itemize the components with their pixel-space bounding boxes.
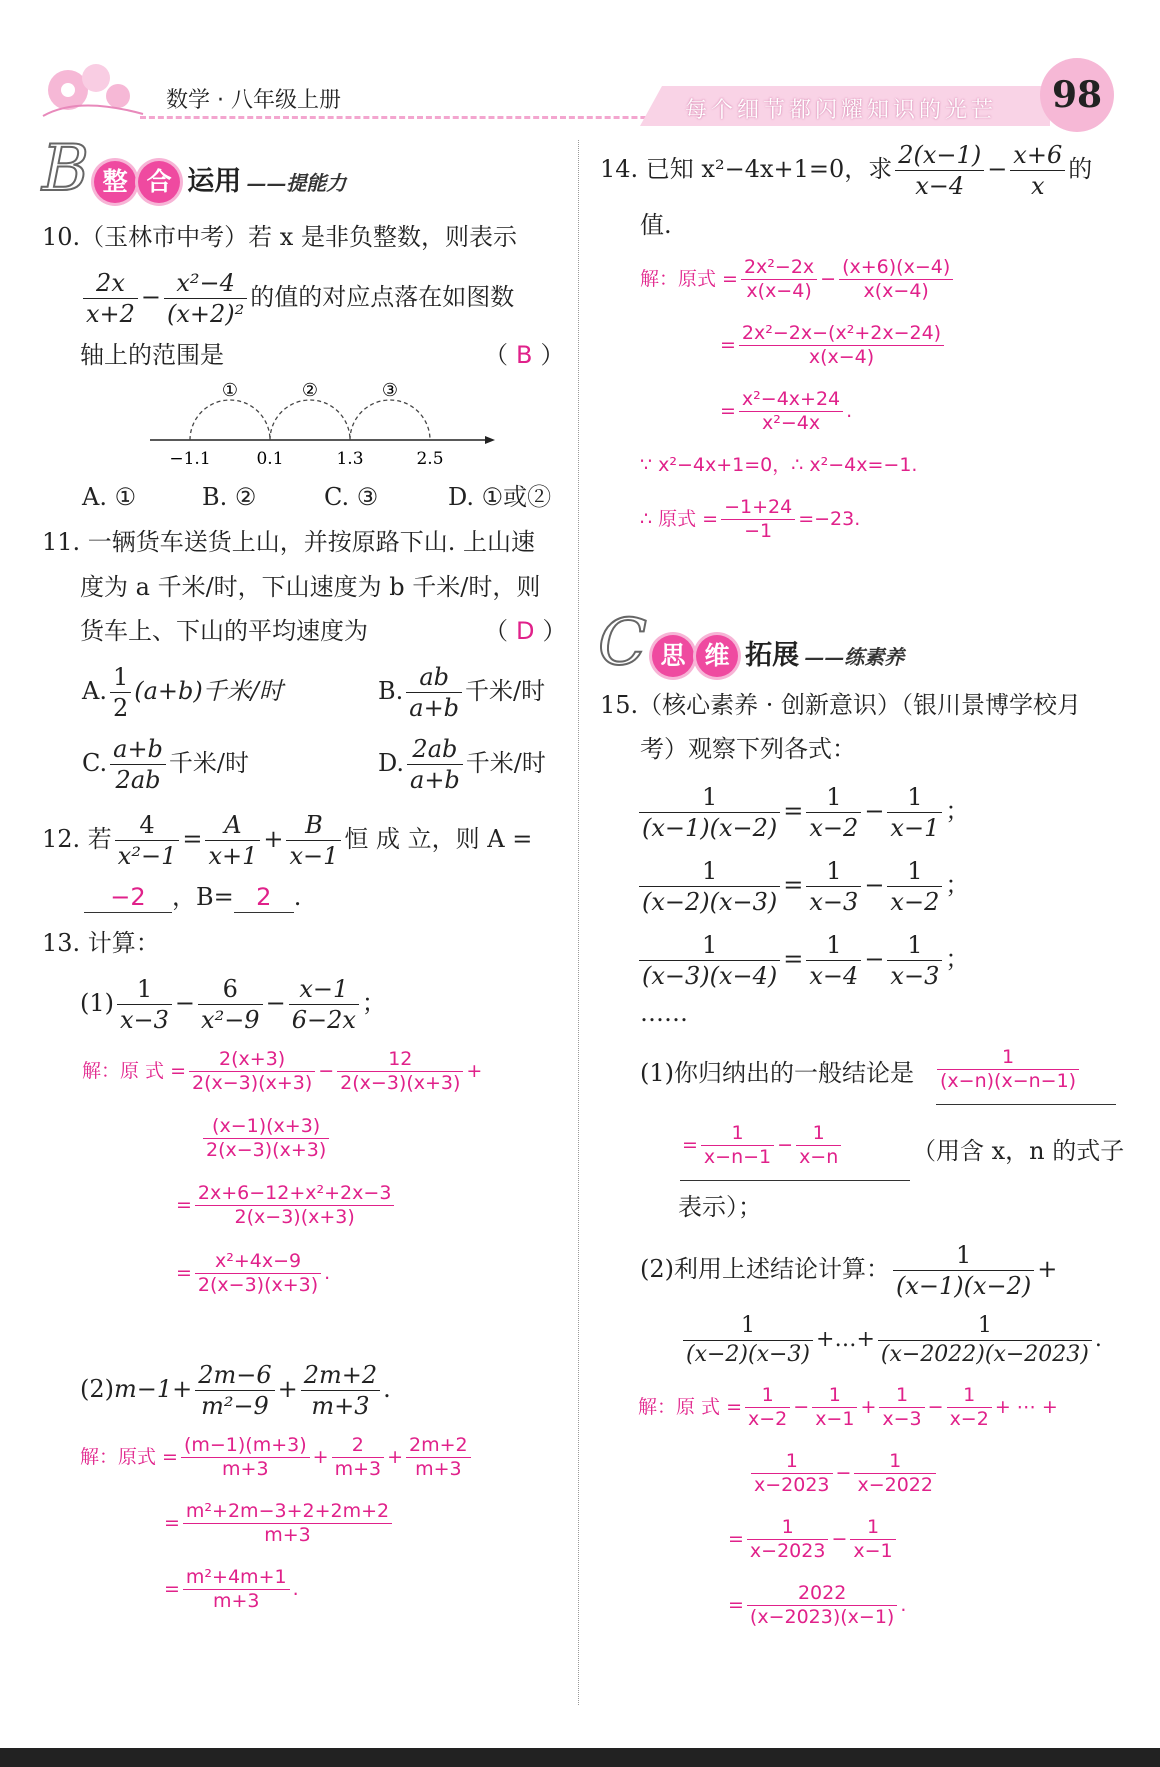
q14-sol-result: ∴ 原式 = $\frac{-1+24}{-1}$ =−23. <box>640 496 861 542</box>
section-b-title: 运用 <box>187 166 242 197</box>
q13-sol2-line1: 解：原式 = $\frac{(m-1)(m+3)}{m+3}$ + $\frac{2}{m+3}$ + $\frac{2m+2}{m+3}$ <box>80 1434 474 1481</box>
q12-line1: 12. 若 $\frac{4}{\text{x²−1}}$ = $\frac{A}{x+1}$ + $\frac{B}{x-1}$ 恒 成 立，则 A = <box>42 811 533 870</box>
q10-option-b: B. ② <box>202 483 257 511</box>
section-c-bubble-1: 思 <box>652 635 694 677</box>
q11-answer-paren: （ D ） <box>484 617 567 645</box>
section-b-bubble-2: 合 <box>138 161 180 203</box>
q11-option-d: D. $\frac{2ab}{a+b}$ 千米/时 <box>378 735 546 794</box>
q13-sol1-line1: 解：原 式 = $\frac{2(x+3)}{2(x-3)(x+3)}$ − $\frac{12}{2(x-3)(x+3)}$ + <box>82 1048 483 1094</box>
arc-3 <box>350 400 430 440</box>
q10-line2: $\frac{2x}{x+2}$ − $\frac{\text{x²−4}}{\text{(x+2)²}}$ 的值的对应点落在如图数 <box>80 268 514 329</box>
q15-row-3: $\frac{1}{(x-3)(x-4)}$ = $\frac{1}{x-4}$ − $\frac{1}{x-3}$ ； <box>636 930 969 991</box>
q14-line2: 值. <box>640 211 672 239</box>
bottom-bar <box>0 1748 1160 1767</box>
q10-answer-paren: （ B ） <box>484 341 565 369</box>
q10-option-a: A. ① <box>82 483 137 511</box>
q11-line1: 11. 一辆货车送货上山，并按原路下山. 上山速 <box>42 528 536 556</box>
q13-sol2-line2: = $\frac{\text{m²+2m−3+2+2m+2}}{m+3}$ <box>164 1500 395 1547</box>
q14-sol-line3: = $\frac{\text{x²−4x+24}}{\text{x²−4x}}$ . <box>720 388 853 434</box>
section-c-heading <box>598 606 904 680</box>
book-title: 数学 · 八年级上册 <box>166 88 341 113</box>
q13-sol1-line2: $\frac{(x-1)(x+3)}{2(x-3)(x+3)}$ <box>200 1115 332 1162</box>
q14-sol-line2: = $\frac{\text{2x²−2x−(x²+2x−24)}}{x(x-4)}$ <box>720 322 947 369</box>
tick-label-4: 2.5 <box>416 449 444 469</box>
section-c-subtitle: ——练素养 <box>804 645 905 669</box>
tick-label-1: −1.1 <box>169 449 211 469</box>
header-dash-line <box>140 116 700 119</box>
q15-part2-line2: $\frac{1}{(x-2)(x-3)}$ +…+ $\frac{1}{(x-2022)(x-2023)}$ . <box>680 1312 1102 1368</box>
q15-sol-line4: = $\frac{2022}{(x-2023)(x-1)}$ . <box>728 1582 907 1628</box>
q12-answer-b: 2 <box>234 882 294 913</box>
q13-part1: (1) $\frac{1}{x-3}$ − $\frac{6}{\text{x²−9}}$ − $\frac{x-1}{6-2x}$ ； <box>80 975 386 1034</box>
q15-row-1: $\frac{1}{(x-1)(x-2)}$ = $\frac{1}{x-2}$ − $\frac{1}{x-1}$ ； <box>636 782 969 843</box>
section-b-subtitle: ——提能力 <box>246 171 347 195</box>
arc-label-1: ① <box>221 382 239 401</box>
q13-part2: (2)m−1+ $\frac{2m-6}{\text{m²−9}}$ + $\frac{2m+2}{m+3}$ . <box>80 1361 391 1420</box>
tick-label-3: 1.3 <box>336 449 364 469</box>
q13-sol2-line3: = $\frac{\text{m²+4m+1}}{m+3}$ . <box>164 1566 299 1612</box>
arc-1 <box>190 400 270 440</box>
tick-label-2: 0.1 <box>256 449 284 469</box>
q14-sol-line1: 解：原式 = $\frac{\text{2x²−2x}}{x(x-4)}$ − $\frac{(x+6)(x-4)}{x(x-4)}$ <box>640 256 956 303</box>
q15-line2: 考）观察下列各式： <box>640 735 856 763</box>
header-slogan: 每个细节都闪耀知识的光芒 <box>685 98 998 123</box>
q10-line3: 轴上的范围是 <box>80 341 224 369</box>
q11-option-a: A. $\frac{1}{2}$ (a+b)千米/时 <box>82 663 283 722</box>
column-divider <box>578 140 579 1705</box>
q15-line1: 15.（核心素养 · 创新意识）（银川景博学校月 <box>600 691 1082 719</box>
q14-line1: 14. 已知 x²−4x+1=0，求 $\frac{2(x-1)}{x-4}$ − $\frac{x+6}{x}$ 的 <box>600 141 1093 200</box>
q15-part2-line1: (2)利用上述结论计算： $\frac{1}{(x-1)(x-2)}$ + <box>640 1241 1058 1300</box>
page-number: 98 <box>1040 58 1114 132</box>
q11-line3: 货车上、下山的平均速度为 <box>80 617 368 645</box>
q15-part1-answer-a: $\frac{1}{(x-n)(x-n-1)}$ <box>934 1046 1082 1093</box>
q10-answer: B <box>516 341 533 369</box>
q12-answer-a: −2 <box>84 882 172 913</box>
q15-sol-line1: 解：原 式 = $\frac{1}{x-2}$ − $\frac{1}{x-1}$ + $\frac{1}{x-3}$ − $\frac{1}{x-2}$ + ⋯ + <box>638 1384 1058 1430</box>
q13-title: 13. 计算： <box>42 929 160 957</box>
arc-label-3: ③ <box>381 382 399 401</box>
q15-part1-lead: (1)你归纳出的一般结论是 <box>640 1059 914 1087</box>
q11-line2: 度为 a 千米/时，下山速度为 b 千米/时，则 <box>80 573 541 601</box>
q15-sol-line3: = $\frac{1}{x-2023}$ − $\frac{1}{x-1}$ <box>728 1516 899 1563</box>
q13-sol1-line4: = $\frac{\text{x²+4x−9}}{2(x-3)(x+3)}$ . <box>176 1250 331 1296</box>
q10-frac-1: $\frac{2x}{x+2}$ <box>83 268 138 329</box>
q14-sol-because: ∵ x²−4x+1=0，∴ x²−4x=−1. <box>640 454 918 476</box>
section-c-bubble-2: 维 <box>696 635 738 677</box>
section-b-heading <box>42 132 346 206</box>
q12-line2: −2 ，B= 2 . <box>84 882 301 913</box>
q15-part1-answer-b: = $\frac{1}{x-n-1}$ − $\frac{1}{x-n}$ <box>682 1122 844 1169</box>
q15-row-2: $\frac{1}{(x-2)(x-3)}$ = $\frac{1}{x-3}$ − $\frac{1}{x-2}$ ； <box>636 856 969 917</box>
section-b-letter: B <box>42 132 90 206</box>
q10-frac-2: $\frac{\text{x²−4}}{\text{(x+2)²}}$ <box>164 268 247 329</box>
q15-part1-tail: （用含 x，n 的式子 <box>912 1137 1125 1165</box>
section-b-bubble-1: 整 <box>94 161 136 203</box>
number-line <box>145 382 495 474</box>
flower-ornament <box>38 56 148 122</box>
q15-blank-underline-1 <box>936 1104 1116 1105</box>
q10-option-d: D. ①或② <box>448 483 552 511</box>
q15-blank-underline-2 <box>680 1180 910 1181</box>
q13-sol1-line3: = $\frac{\text{2x+6−12+x²+2x−3}}{2(x-3)(x+3)}$ <box>176 1182 397 1229</box>
q10-line1: 10.（玉林市中考）若 x 是非负整数，则表示 <box>42 223 517 251</box>
q11-option-b: B. $\frac{ab}{a+b}$ 千米/时 <box>378 663 546 722</box>
q11-option-c: C. $\frac{a+b}{2ab}$ 千米/时 <box>82 735 250 794</box>
section-c-letter: C <box>598 606 647 680</box>
q15-ellipsis: …… <box>640 999 688 1027</box>
arc-label-2: ② <box>301 382 319 401</box>
arc-2 <box>270 400 350 440</box>
q11-answer: D <box>516 617 535 645</box>
q15-sol-line2: $\frac{1}{x-2023}$ − $\frac{1}{x-2022}$ <box>748 1450 939 1497</box>
section-c-title: 拓展 <box>745 640 800 671</box>
q15-part1-end: 表示）； <box>678 1193 762 1221</box>
q10-option-c: C. ③ <box>324 483 379 511</box>
